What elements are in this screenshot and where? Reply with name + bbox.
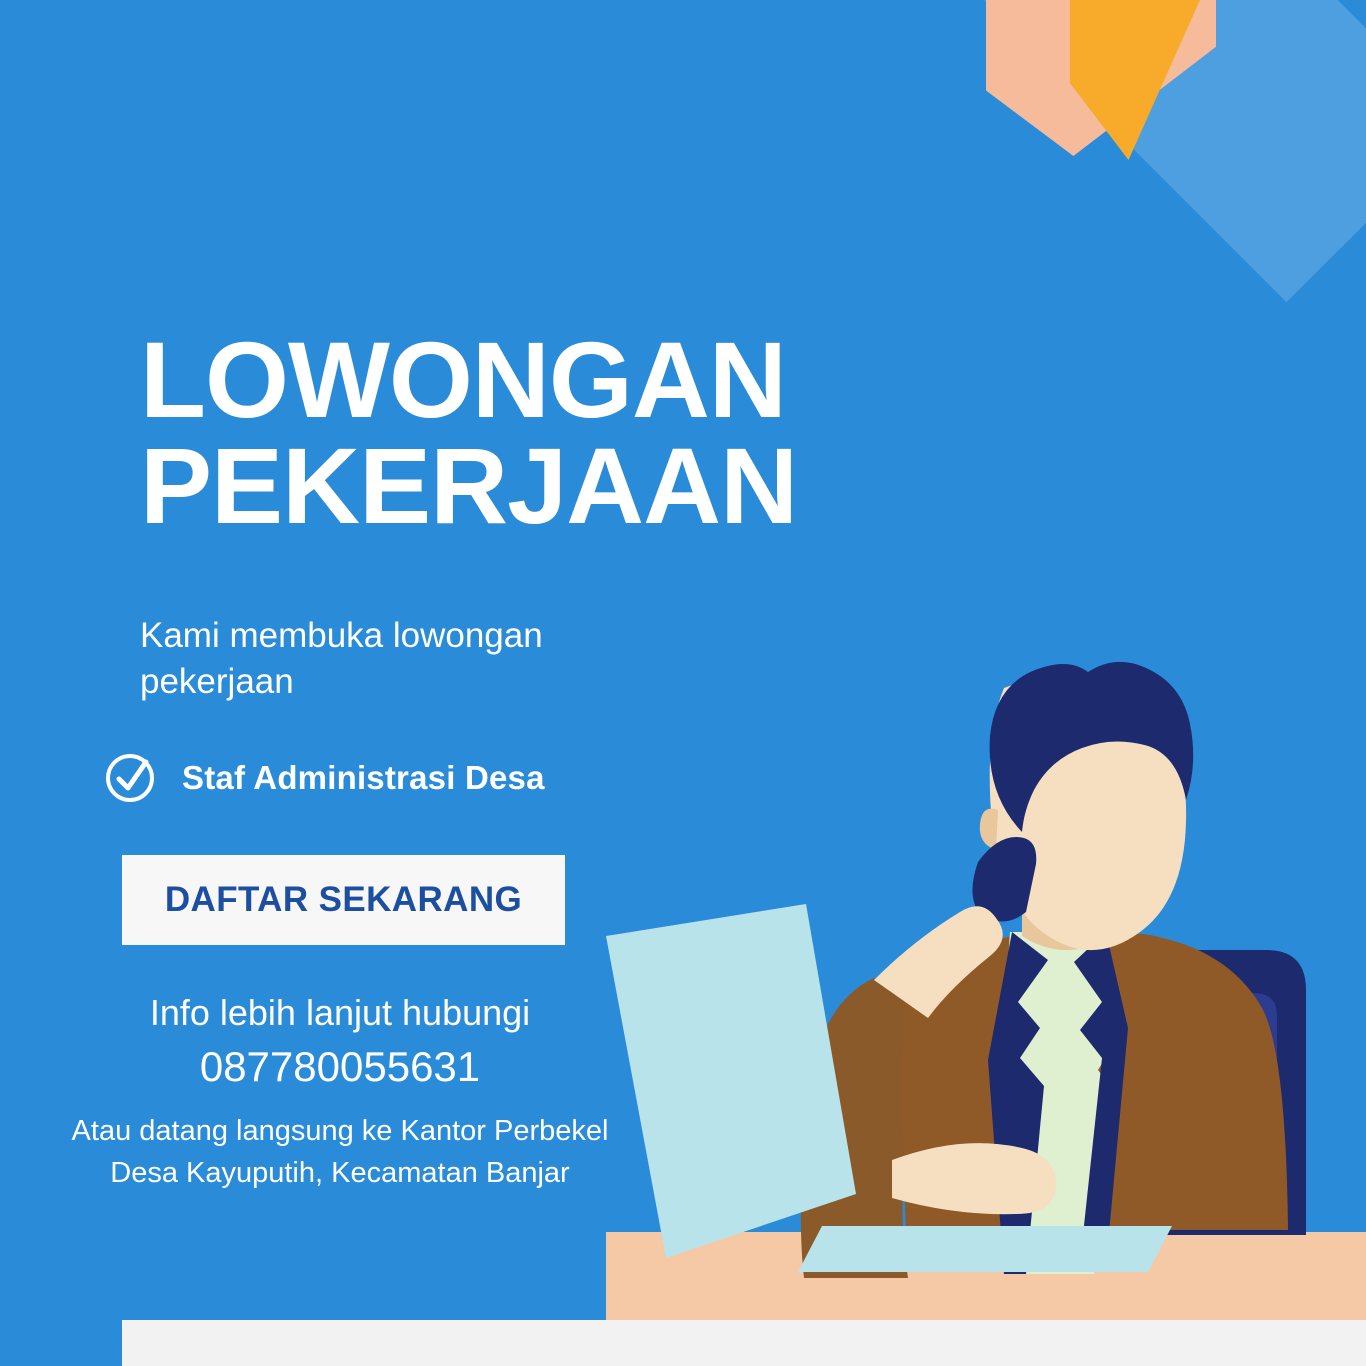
bottom-band-left-filler: [0, 1320, 122, 1366]
title-line-2: PEKERJAAN: [140, 425, 798, 547]
cta-label: DAFTAR SEKARANG: [164, 880, 523, 919]
bottom-white-band: [122, 1320, 1366, 1366]
contact-block: [60, 990, 620, 1194]
man-with-phone-illustration: [606, 560, 1366, 1320]
daftar-sekarang-button[interactable]: [122, 855, 565, 945]
subtitle-text: Kami membuka lowongan pekerjaan: [140, 616, 543, 702]
check-circle-icon: [104, 752, 156, 804]
orange-triangle-shape: [1070, 0, 1200, 160]
contact-info-line: Info lebih lanjut hubungi: [149, 992, 531, 1033]
position-row: [104, 752, 545, 804]
page-title: [140, 319, 1040, 547]
contact-address: Atau datang langsung ke Kantor Perbekel Desa Kayuputih, Kecamatan Banjar: [71, 1114, 609, 1189]
position-label: Staf Administrasi Desa: [182, 759, 545, 796]
diagonal-light-blue-band: [726, 0, 1366, 302]
peach-triangle-shape: [986, 0, 1216, 156]
title-line-1: LOWONGAN: [140, 319, 786, 441]
contact-phone-number[interactable]: 087780055631: [199, 1043, 481, 1090]
